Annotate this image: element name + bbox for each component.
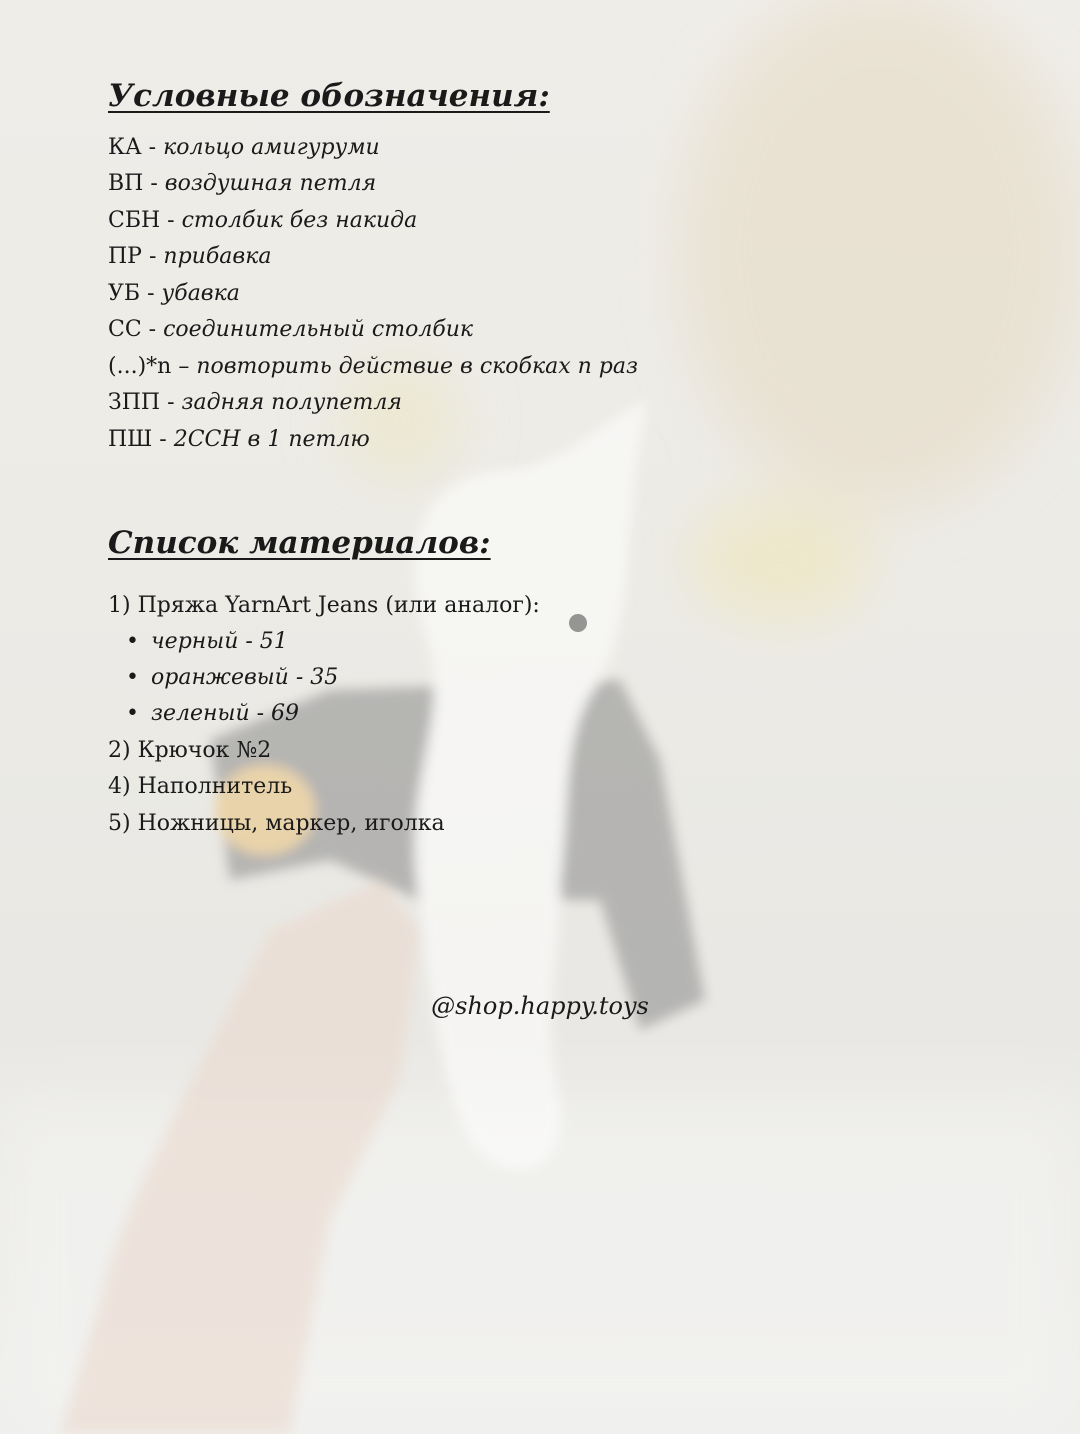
legend-item: СС - соединительный столбик [108,317,474,342]
legend-item: УБ - убавка [108,281,240,306]
yarn-color: оранжевый - 35 [151,665,339,690]
legend-desc: прибавка [163,244,272,269]
legend-abbr: СС [108,317,142,342]
ghost-eye [569,614,587,632]
legend-desc: задняя полупетля [181,390,402,415]
legend-abbr: УБ [108,281,141,306]
legend-item: (...)*n – повторить действие в скобках n раз [108,354,638,379]
legend-desc: 2ССН в 1 петлю [173,427,370,452]
yarn-color-item [126,629,288,654]
legend-abbr: СБН [108,208,161,233]
materials-item: 5) Ножницы, маркер, иголка [108,811,445,836]
legend-abbr: (...)*n [108,354,172,379]
legend-abbr: ПР [108,244,142,269]
legend-item: ПШ - 2ССН в 1 петлю [108,427,370,452]
legend-desc: соединительный столбик [163,317,474,342]
legend-abbr: ЗПП [108,390,161,415]
yarn-color: зеленый - 69 [151,701,300,726]
legend-desc: убавка [161,281,240,306]
materials-item: 4) Наполнитель [108,774,293,799]
yarn-color: черный - 51 [151,629,288,654]
shop-handle: @shop.happy.toys [431,992,649,1020]
legend-abbr: ПШ [108,427,153,452]
legend-desc: воздушная петля [164,171,377,196]
materials-title: Список материалов: [108,525,491,561]
materials-yarn: 1) Пряжа YarnArt Jeans (или аналог): [108,593,540,618]
legend-item: СБН - столбик без накида [108,208,418,233]
yarn-color-item [126,701,299,726]
legend-desc: столбик без накида [181,208,418,233]
legend-item: КА - кольцо амигуруми [108,135,380,160]
materials-item: 2) Крючок №2 [108,738,272,763]
legend-abbr: ВП [108,171,144,196]
legend-item: ПР - прибавка [108,244,272,269]
legend-desc: повторить действие в скобках n раз [196,354,638,379]
legend-item: ВП - воздушная петля [108,171,377,196]
legend-abbr: КА [108,135,142,160]
legend-desc: кольцо амигуруми [163,135,380,160]
yarn-color-item [126,665,338,690]
legend-item: ЗПП - задняя полупетля [108,390,402,415]
legend-title: Условные обозначения: [108,78,550,114]
